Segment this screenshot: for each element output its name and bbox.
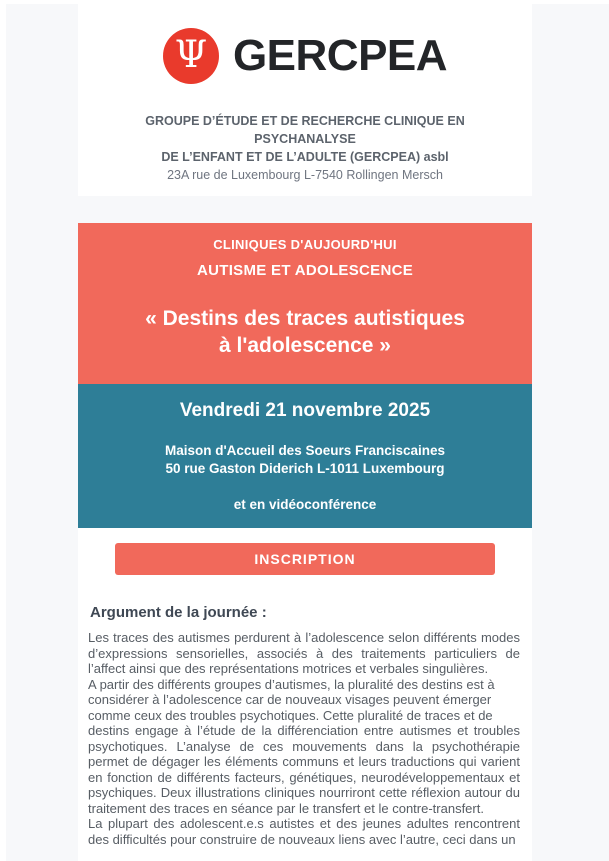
event-venue-line2: 50 rue Gaston Diderich L-1011 Luxembourg [165,461,445,476]
event-title-line1: « Destins des traces autistiques [145,307,465,330]
org-name-line: PSYCHANALYSE [254,132,356,146]
argument-paragraph: destins engage à l’étude de la différenciation entre autismes et troubles psychotiques. L’analyse de ces mouvements dans la psychothérapie permet de dégager les éléments communs et leurs traductions qui varient en fonction de différents facteurs, génétiques, neurodéveloppementaux et psychiques. Deux illustrations cliniques nourriront cette réflexion autour du traitement des traces en séance par le transfert et le contre-transfert. [88,723,520,816]
event-title [78,305,532,359]
body-section [78,528,532,861]
event-title-line2: à l'adolescence » [219,334,391,357]
event-mode: et en vidéoconférence [233,497,377,512]
event-venue [78,442,532,478]
event-theme-label: AUTISME ET ADOLESCENCE [196,262,414,279]
organization-block [78,112,532,184]
event-series-label: CLINIQUES D'AUJOURD'HUI [213,237,397,252]
logo-wordmark: GERCPEA [232,31,448,80]
header [78,4,532,196]
argument-paragraph: La plupart des adolescent.e.s autistes et des jeunes adultes rencontrent des difficultés pour construire de nouveaux liens avec l’autre, ceci dans un [88,816,520,847]
event-date: Vendredi 21 novembre 2025 [179,400,431,421]
argument-paragraph: comme ceux des troubles psychotiques. Cette pluralité de traces et de [88,707,493,723]
psi-logo-icon [163,28,219,84]
section-gap [78,196,532,223]
inscription-button[interactable]: INSCRIPTION [115,543,495,575]
argument-heading: Argument de la journée : [90,604,267,621]
event-banner [78,223,532,384]
event-details [78,384,532,528]
email-content-column [78,4,532,861]
psi-symbol: Ψ [174,33,208,76]
org-name-line: GROUPE D’ÉTUDE ET DE RECHERCHE CLINIQUE EN [145,114,465,128]
org-address: 23A rue de Luxembourg L-7540 Rollingen Mersch [167,168,443,182]
argument-paragraph: A partir des différents groupes d’autismes, la pluralité des destins est à [88,676,495,692]
argument-body [78,630,532,847]
argument-paragraph: Les traces des autismes perdurent à l’adolescence selon différents modes d’expressions sensorielles, associés à des traitements particuliers de l’affect ainsi que des représentations motrices et verbales singulières. [88,630,520,676]
event-venue-line1: Maison d'Accueil des Soeurs Franciscaines [164,443,446,458]
logo [78,28,532,84]
argument-paragraph: considérer à l’adolescence car de nouveaux visages peuvent émerger [88,692,492,707]
org-name-line: DE L’ENFANT ET DE L’ADULTE (GERCPEA) asbl [161,150,449,164]
